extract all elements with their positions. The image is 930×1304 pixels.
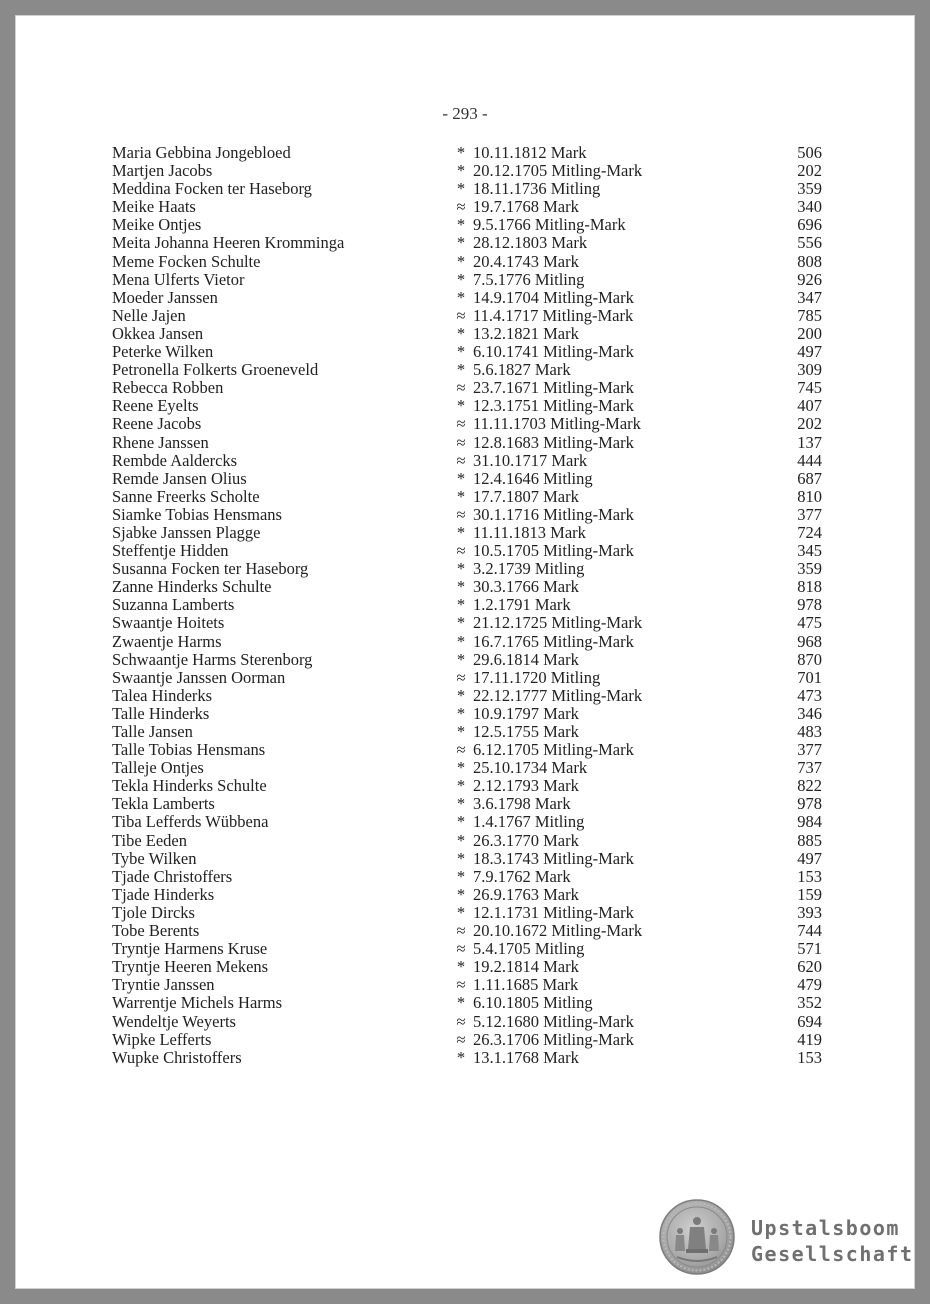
document-page bbox=[15, 15, 915, 1289]
register-entry bbox=[112, 289, 822, 307]
event-marker: * bbox=[456, 812, 466, 832]
person-name: Wipke Lefferts bbox=[112, 1029, 212, 1049]
person-name: Schwaantje Harms Sterenborg bbox=[112, 649, 313, 669]
person-name: Moeder Janssen bbox=[112, 287, 218, 307]
reference-number: 359 bbox=[797, 559, 822, 579]
reference-number: 347 bbox=[797, 287, 822, 307]
register-entry bbox=[112, 976, 822, 994]
person-name: Zwaentje Harms bbox=[112, 631, 222, 651]
event-date-place: 17.11.1720 Mitling bbox=[473, 667, 601, 687]
person-name: Martjen Jacobs bbox=[112, 161, 213, 181]
register-entry bbox=[112, 198, 822, 216]
event-marker: * bbox=[456, 613, 466, 633]
reference-number: 346 bbox=[797, 703, 822, 723]
register-entry bbox=[112, 307, 822, 325]
event-marker: ≈ bbox=[456, 667, 466, 687]
event-marker: ≈ bbox=[456, 432, 466, 452]
person-name: Wupke Christoffers bbox=[112, 1047, 242, 1067]
event-marker: * bbox=[456, 559, 466, 579]
event-date-place: 31.10.1717 Mark bbox=[473, 450, 588, 470]
reference-number: 745 bbox=[797, 378, 822, 398]
event-marker: * bbox=[456, 758, 466, 778]
person-name: Meike Ontjes bbox=[112, 215, 202, 235]
event-date-place: 10.9.1797 Mark bbox=[473, 703, 579, 723]
person-name: Talea Hinderks bbox=[112, 685, 213, 705]
register-entry bbox=[112, 1031, 822, 1049]
event-date-place: 22.12.1777 Mitling-Mark bbox=[473, 685, 643, 705]
register-entry bbox=[112, 633, 822, 651]
register-entry bbox=[112, 325, 822, 343]
event-marker: * bbox=[456, 884, 466, 904]
reference-number: 153 bbox=[797, 866, 822, 886]
person-name: Tibe Eeden bbox=[112, 830, 188, 850]
register-entry bbox=[112, 397, 822, 415]
event-marker: ≈ bbox=[456, 450, 466, 470]
event-marker: * bbox=[456, 323, 466, 343]
reference-number: 202 bbox=[797, 414, 822, 434]
event-marker: ≈ bbox=[456, 1011, 466, 1031]
event-date-place: 12.1.1731 Mitling-Mark bbox=[473, 902, 634, 922]
reference-number: 497 bbox=[797, 848, 822, 868]
event-marker: ≈ bbox=[456, 939, 466, 959]
reference-number: 701 bbox=[797, 667, 822, 687]
register-entry bbox=[112, 180, 822, 198]
event-marker: * bbox=[456, 215, 466, 235]
reference-number: 473 bbox=[797, 685, 822, 705]
register-entry bbox=[112, 994, 822, 1012]
reference-number: 506 bbox=[797, 143, 822, 162]
event-marker: * bbox=[456, 233, 466, 253]
person-name: Tekla Lamberts bbox=[112, 794, 215, 814]
register-entry bbox=[112, 723, 822, 741]
event-date-place: 30.1.1716 Mitling-Mark bbox=[473, 504, 634, 524]
society-name-line2: Gesellschaft bbox=[751, 1242, 914, 1266]
event-date-place: 5.12.1680 Mitling-Mark bbox=[473, 1011, 634, 1031]
event-marker: ≈ bbox=[456, 1029, 466, 1049]
reference-number: 359 bbox=[797, 179, 822, 199]
register-entry bbox=[112, 488, 822, 506]
person-name: Okkea Jansen bbox=[112, 323, 204, 343]
event-marker: ≈ bbox=[456, 504, 466, 524]
event-date-place: 26.9.1763 Mark bbox=[473, 884, 579, 904]
event-marker: * bbox=[456, 776, 466, 796]
event-marker: * bbox=[456, 848, 466, 868]
event-date-place: 1.4.1767 Mitling bbox=[473, 812, 585, 832]
event-date-place: 5.6.1827 Mark bbox=[473, 360, 571, 380]
reference-number: 808 bbox=[797, 251, 822, 271]
reference-number: 377 bbox=[797, 740, 822, 760]
event-date-place: 6.12.1705 Mitling-Mark bbox=[473, 740, 634, 760]
person-name: Tjade Hinderks bbox=[112, 884, 215, 904]
event-marker: * bbox=[456, 287, 466, 307]
reference-number: 444 bbox=[797, 450, 822, 470]
reference-number: 885 bbox=[797, 830, 822, 850]
reference-number: 479 bbox=[797, 975, 822, 995]
person-name: Tobe Berents bbox=[112, 921, 200, 941]
event-date-place: 19.2.1814 Mark bbox=[473, 957, 579, 977]
event-date-place: 5.4.1705 Mitling bbox=[473, 939, 585, 959]
person-name: Zanne Hinderks Schulte bbox=[112, 577, 272, 597]
reference-number: 984 bbox=[797, 812, 822, 832]
register-entry bbox=[112, 813, 822, 831]
person-name: Mena Ulferts Vietor bbox=[112, 269, 245, 289]
person-name: Tryntie Janssen bbox=[112, 975, 215, 995]
register-entry bbox=[112, 542, 822, 560]
event-date-place: 19.7.1768 Mark bbox=[473, 197, 579, 217]
event-date-place: 10.5.1705 Mitling-Mark bbox=[473, 541, 634, 561]
register-entry bbox=[112, 361, 822, 379]
reference-number: 352 bbox=[797, 993, 822, 1013]
event-marker: ≈ bbox=[456, 414, 466, 434]
reference-number: 393 bbox=[797, 902, 822, 922]
reference-number: 340 bbox=[797, 197, 822, 217]
event-date-place: 3.6.1798 Mark bbox=[473, 794, 571, 814]
register-entry bbox=[112, 741, 822, 759]
event-marker: ≈ bbox=[456, 197, 466, 217]
reference-number: 377 bbox=[797, 504, 822, 524]
event-marker: * bbox=[456, 993, 466, 1013]
register-entry bbox=[112, 886, 822, 904]
reference-number: 926 bbox=[797, 269, 822, 289]
event-marker: * bbox=[456, 342, 466, 362]
event-marker: * bbox=[456, 522, 466, 542]
event-date-place: 6.10.1805 Mitling bbox=[473, 993, 593, 1013]
reference-number: 620 bbox=[797, 957, 822, 977]
register-entry bbox=[112, 958, 822, 976]
person-name: Reene Eyelts bbox=[112, 396, 199, 416]
person-name: Peterke Wilken bbox=[112, 342, 214, 362]
person-name: Swaantje Hoitets bbox=[112, 613, 225, 633]
event-date-place: 26.3.1770 Mark bbox=[473, 830, 579, 850]
event-marker: * bbox=[456, 251, 466, 271]
person-name: Rembde Aaldercks bbox=[112, 450, 238, 470]
event-marker: * bbox=[456, 631, 466, 651]
event-marker: * bbox=[456, 649, 466, 669]
reference-number: 744 bbox=[797, 921, 822, 941]
event-date-place: 18.3.1743 Mitling-Mark bbox=[473, 848, 634, 868]
reference-number: 407 bbox=[797, 396, 822, 416]
reference-number: 978 bbox=[797, 794, 822, 814]
event-marker: * bbox=[456, 161, 466, 181]
register-entry bbox=[112, 578, 822, 596]
event-date-place: 17.7.1807 Mark bbox=[473, 486, 579, 506]
person-name: Meita Johanna Heeren Kromminga bbox=[112, 233, 345, 253]
reference-number: 200 bbox=[797, 323, 822, 343]
person-name: Remde Jansen Olius bbox=[112, 468, 247, 488]
register-entry bbox=[112, 1013, 822, 1031]
event-marker: * bbox=[456, 703, 466, 723]
event-date-place: 6.10.1741 Mitling-Mark bbox=[473, 342, 634, 362]
reference-number: 785 bbox=[797, 305, 822, 325]
reference-number: 159 bbox=[797, 884, 822, 904]
page-number: - 293 - bbox=[442, 104, 488, 123]
event-date-place: 13.2.1821 Mark bbox=[473, 323, 579, 343]
event-marker: * bbox=[456, 1047, 466, 1067]
society-name-line1: Upstalsboom bbox=[751, 1216, 900, 1240]
person-name: Warrentje Michels Harms bbox=[112, 993, 283, 1013]
event-date-place: 12.4.1646 Mitling bbox=[473, 468, 593, 488]
event-date-place: 20.10.1672 Mitling-Mark bbox=[473, 921, 643, 941]
register-entry bbox=[112, 506, 822, 524]
person-name: Tryntje Heeren Mekens bbox=[112, 957, 269, 977]
reference-number: 419 bbox=[797, 1029, 822, 1049]
reference-number: 687 bbox=[797, 468, 822, 488]
event-date-place: 7.5.1776 Mitling bbox=[473, 269, 585, 289]
person-name: Tjole Dircks bbox=[112, 902, 195, 922]
reference-number: 818 bbox=[797, 577, 822, 597]
person-name: Meike Haats bbox=[112, 197, 196, 217]
person-name: Wendeltje Weyerts bbox=[112, 1011, 236, 1031]
person-name: Talleje Ontjes bbox=[112, 758, 204, 778]
person-name: Tybe Wilken bbox=[112, 848, 197, 868]
register-entry bbox=[112, 452, 822, 470]
register-entry bbox=[112, 524, 822, 542]
register-entry bbox=[112, 162, 822, 180]
event-date-place: 1.11.1685 Mark bbox=[473, 975, 579, 995]
register-entry bbox=[112, 687, 822, 705]
reference-number: 153 bbox=[797, 1047, 822, 1067]
person-name: Reene Jacobs bbox=[112, 414, 202, 434]
person-name: Rebecca Robben bbox=[112, 378, 224, 398]
reference-number: 870 bbox=[797, 649, 822, 669]
register-entry bbox=[112, 795, 822, 813]
person-name: Rhene Janssen bbox=[112, 432, 209, 452]
event-date-place: 16.7.1765 Mitling-Mark bbox=[473, 631, 634, 651]
event-marker: * bbox=[456, 577, 466, 597]
person-name: Tekla Hinderks Schulte bbox=[112, 776, 267, 796]
reference-number: 571 bbox=[797, 939, 822, 959]
event-marker: * bbox=[456, 486, 466, 506]
person-name: Tryntje Harmens Kruse bbox=[112, 939, 268, 959]
event-date-place: 10.11.1812 Mark bbox=[473, 143, 587, 162]
person-name: Susanna Focken ter Haseborg bbox=[112, 559, 309, 579]
event-marker: * bbox=[456, 722, 466, 741]
person-name: Talle Hinderks bbox=[112, 703, 210, 723]
person-name: Talle Jansen bbox=[112, 722, 193, 741]
event-date-place: 13.1.1768 Mark bbox=[473, 1047, 579, 1067]
event-date-place: 2.12.1793 Mark bbox=[473, 776, 579, 796]
event-date-place: 12.8.1683 Mitling-Mark bbox=[473, 432, 634, 452]
register-entry bbox=[112, 1049, 822, 1067]
person-name: Sanne Freerks Scholte bbox=[112, 486, 260, 506]
event-marker: * bbox=[456, 269, 466, 289]
register-entry bbox=[112, 434, 822, 452]
register-entry bbox=[112, 271, 822, 289]
reference-number: 475 bbox=[797, 613, 822, 633]
reference-number: 737 bbox=[797, 758, 822, 778]
register-entry bbox=[112, 614, 822, 632]
event-marker: * bbox=[456, 360, 466, 380]
register-entry bbox=[112, 379, 822, 397]
person-name: Suzanna Lamberts bbox=[112, 595, 235, 615]
event-date-place: 20.12.1705 Mitling-Mark bbox=[473, 161, 643, 181]
event-marker: ≈ bbox=[456, 975, 466, 995]
event-marker: ≈ bbox=[456, 305, 466, 325]
reference-number: 309 bbox=[797, 360, 822, 380]
register-entry bbox=[112, 705, 822, 723]
register-entry bbox=[112, 922, 822, 940]
event-date-place: 18.11.1736 Mitling bbox=[473, 179, 601, 199]
event-date-place: 20.4.1743 Mark bbox=[473, 251, 579, 271]
event-marker: * bbox=[456, 468, 466, 488]
event-marker: * bbox=[456, 902, 466, 922]
person-name: Meme Focken Schulte bbox=[112, 251, 261, 271]
register-entry bbox=[112, 144, 822, 162]
person-name: Petronella Folkerts Groeneveld bbox=[112, 360, 319, 380]
reference-number: 483 bbox=[797, 722, 822, 741]
event-date-place: 7.9.1762 Mark bbox=[473, 866, 571, 886]
reference-number: 978 bbox=[797, 595, 822, 615]
reference-number: 137 bbox=[797, 432, 822, 452]
event-marker: * bbox=[456, 179, 466, 199]
event-marker: ≈ bbox=[456, 541, 466, 561]
event-marker: * bbox=[456, 957, 466, 977]
event-date-place: 11.11.1703 Mitling-Mark bbox=[473, 414, 641, 434]
event-marker: * bbox=[456, 143, 466, 162]
person-name: Steffentje Hidden bbox=[112, 541, 229, 561]
person-name: Talle Tobias Hensmans bbox=[112, 740, 266, 760]
event-date-place: 23.7.1671 Mitling-Mark bbox=[473, 378, 634, 398]
register-entry bbox=[112, 868, 822, 886]
event-marker: * bbox=[456, 866, 466, 886]
register-entry bbox=[112, 253, 822, 271]
person-name: Maria Gebbina Jongebloed bbox=[112, 143, 291, 162]
register-entry bbox=[112, 596, 822, 614]
event-date-place: 28.12.1803 Mark bbox=[473, 233, 588, 253]
event-marker: * bbox=[456, 595, 466, 615]
register-entry bbox=[112, 470, 822, 488]
event-date-place: 12.5.1755 Mark bbox=[473, 722, 579, 741]
reference-number: 822 bbox=[797, 776, 822, 796]
event-date-place: 21.12.1725 Mitling-Mark bbox=[473, 613, 643, 633]
register-entry bbox=[112, 777, 822, 795]
event-marker: * bbox=[456, 830, 466, 850]
person-name: Tiba Lefferds Wübbena bbox=[112, 812, 269, 832]
event-date-place: 11.4.1717 Mitling-Mark bbox=[473, 305, 634, 325]
person-name: Tjade Christoffers bbox=[112, 866, 233, 886]
register-entry bbox=[112, 415, 822, 433]
reference-number: 202 bbox=[797, 161, 822, 181]
reference-number: 497 bbox=[797, 342, 822, 362]
person-name: Swaantje Janssen Oorman bbox=[112, 667, 286, 687]
register-entry bbox=[112, 940, 822, 958]
upstalsboom-seal-icon bbox=[659, 1199, 735, 1275]
register-entry bbox=[112, 560, 822, 578]
reference-number: 556 bbox=[797, 233, 822, 253]
event-date-place: 12.3.1751 Mitling-Mark bbox=[473, 396, 634, 416]
register-entry bbox=[112, 850, 822, 868]
register-entry bbox=[112, 216, 822, 234]
reference-number: 810 bbox=[797, 486, 822, 506]
event-date-place: 9.5.1766 Mitling-Mark bbox=[473, 215, 626, 235]
event-date-place: 29.6.1814 Mark bbox=[473, 649, 579, 669]
register-entry bbox=[112, 759, 822, 777]
person-name: Nelle Jajen bbox=[112, 305, 186, 325]
event-marker: * bbox=[456, 794, 466, 814]
society-watermark bbox=[751, 1215, 914, 1267]
person-name: Siamke Tobias Hensmans bbox=[112, 504, 282, 524]
event-date-place: 25.10.1734 Mark bbox=[473, 758, 588, 778]
register-entry bbox=[112, 343, 822, 361]
person-name: Sjabke Janssen Plagge bbox=[112, 522, 261, 542]
register-entry bbox=[112, 651, 822, 669]
reference-number: 345 bbox=[797, 541, 822, 561]
event-date-place: 1.2.1791 Mark bbox=[473, 595, 571, 615]
register-entry bbox=[112, 234, 822, 252]
register-entry bbox=[112, 904, 822, 922]
event-date-place: 11.11.1813 Mark bbox=[473, 522, 586, 542]
event-marker: ≈ bbox=[456, 921, 466, 941]
event-date-place: 3.2.1739 Mitling bbox=[473, 559, 585, 579]
register-entry bbox=[112, 669, 822, 687]
register-entry bbox=[112, 832, 822, 850]
event-date-place: 14.9.1704 Mitling-Mark bbox=[473, 287, 634, 307]
event-marker: ≈ bbox=[456, 740, 466, 760]
event-marker: * bbox=[456, 685, 466, 705]
reference-number: 696 bbox=[797, 215, 822, 235]
event-date-place: 30.3.1766 Mark bbox=[473, 577, 579, 597]
person-name: Meddina Focken ter Haseborg bbox=[112, 179, 312, 199]
event-marker: * bbox=[456, 396, 466, 416]
reference-number: 724 bbox=[797, 522, 822, 542]
event-date-place: 26.3.1706 Mitling-Mark bbox=[473, 1029, 634, 1049]
reference-number: 694 bbox=[797, 1011, 822, 1031]
register-list bbox=[112, 144, 822, 1067]
reference-number: 968 bbox=[797, 631, 822, 651]
event-marker: ≈ bbox=[456, 378, 466, 398]
